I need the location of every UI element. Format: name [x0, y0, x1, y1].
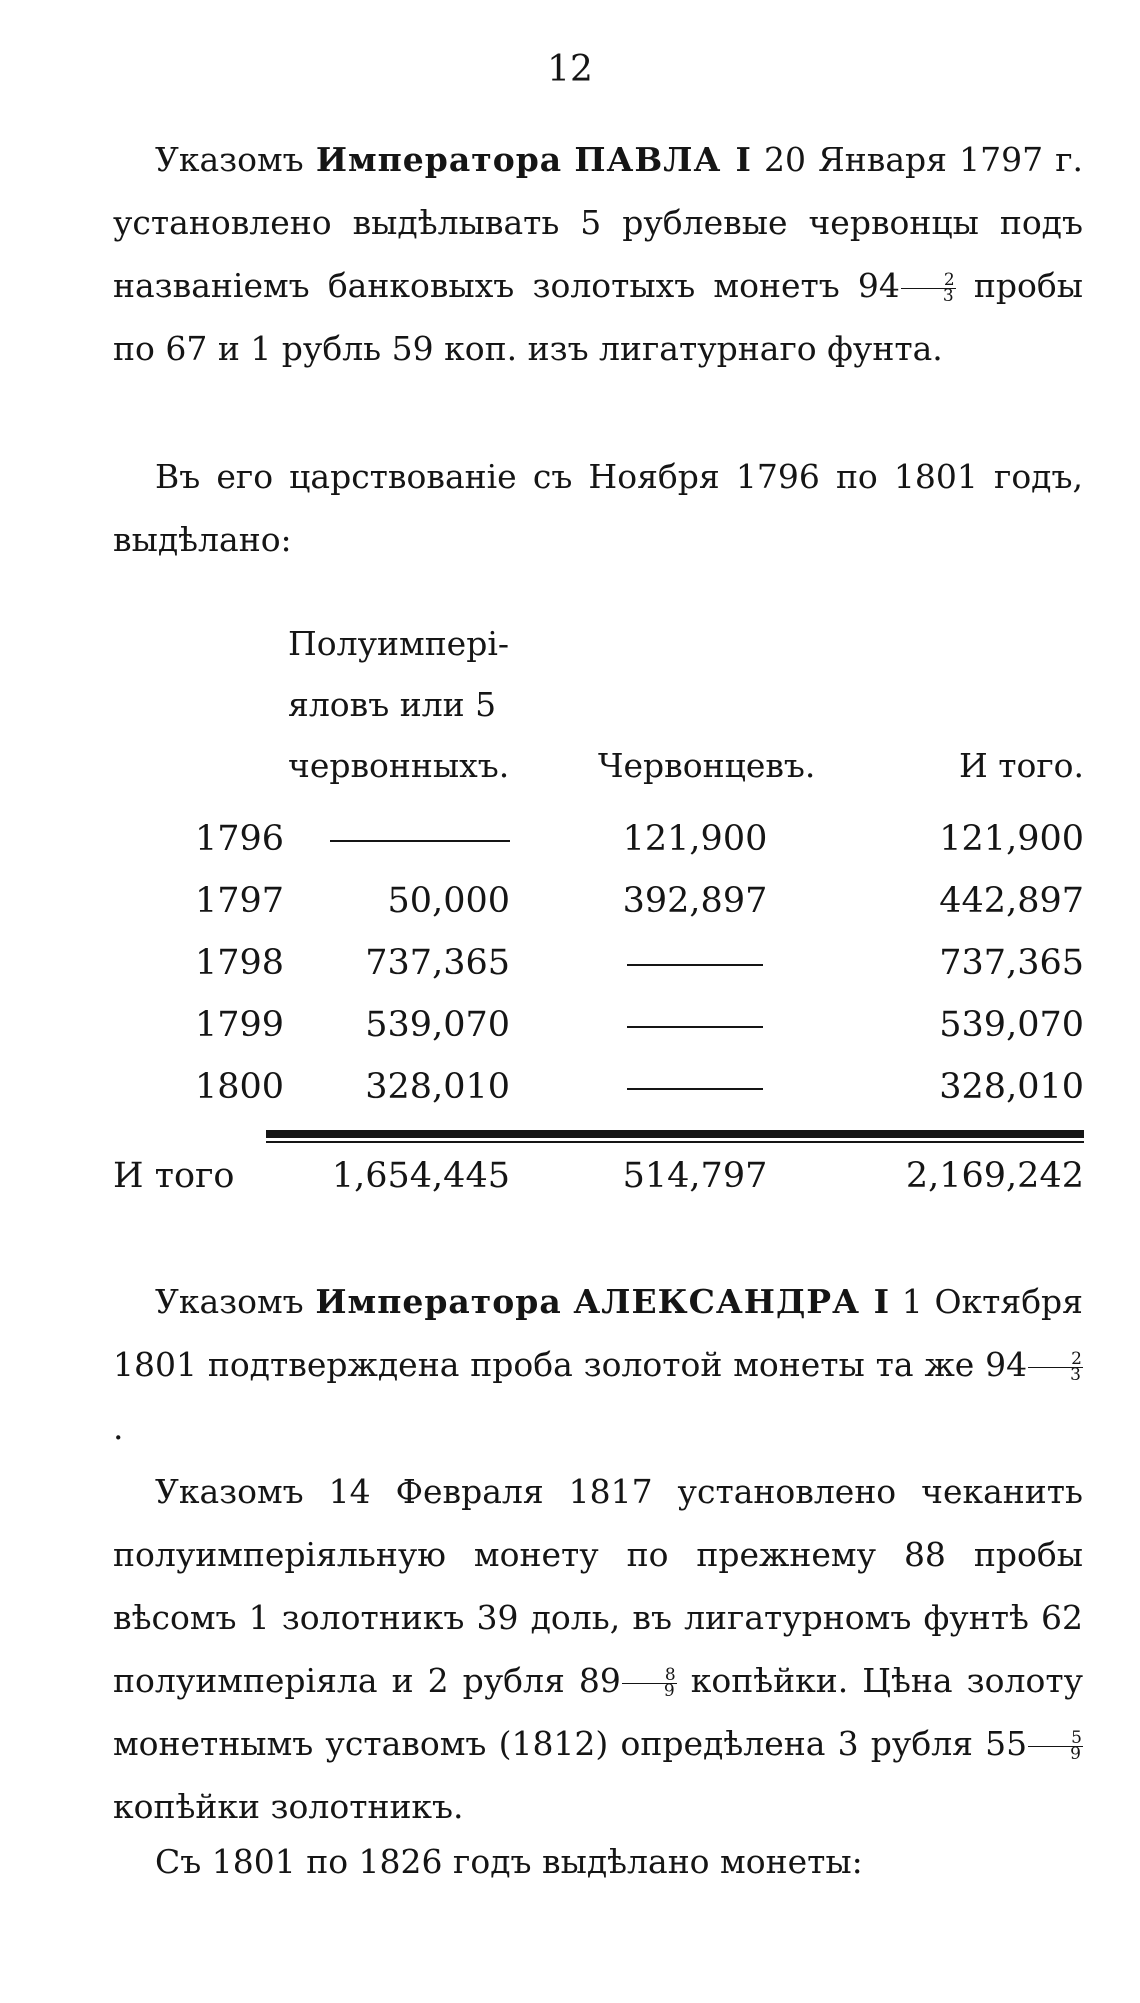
row-col1: 737,365 [365, 943, 510, 983]
header-col1-line: яловъ или 5 [288, 685, 497, 724]
row-year: 1797 [195, 881, 285, 921]
decree-title: Императора [315, 140, 563, 179]
total-col1: 1,654,445 [331, 1156, 510, 1196]
row-year: 1796 [195, 819, 285, 859]
row-col1: 539,070 [365, 1005, 510, 1045]
decree-text: 1 Октября 1801 подтверждена проба золотой монеты та же 94 [113, 1282, 1084, 1384]
header-col1-line: червонныхъ. [288, 746, 510, 785]
row-year: 1800 [195, 1067, 285, 1107]
decree-title: Императора [315, 1282, 562, 1321]
row-col3: 442,897 [939, 881, 1084, 921]
decree-prefix: Указомъ [155, 140, 316, 179]
table-header-col1 [288, 613, 509, 796]
row-col3: 737,365 [939, 943, 1084, 983]
row-year: 1798 [195, 943, 285, 983]
paragraph-decree-paul [113, 128, 1083, 380]
row-col2 [600, 1056, 790, 1118]
table-row [0, 1056, 1140, 1118]
row-col1: 50,000 [387, 881, 510, 921]
row-col3: 121,900 [939, 819, 1084, 859]
dash-placeholder [330, 840, 510, 842]
row-col3: 539,070 [939, 1005, 1084, 1045]
fraction-numerator: 2 [901, 273, 956, 289]
table-header-col3: И того. [958, 746, 1084, 785]
paragraph-decree-1817 [113, 1460, 1083, 1838]
fraction [622, 1664, 677, 1701]
decree-tail: пробы по 67 и 1 рубль 59 коп. изъ лигатурнаго фунта. [113, 266, 1084, 368]
decree-text: копѣйки. Цѣна золоту монетнымъ уставомъ (1812) опредѣлена 3 рубля 55 [113, 1661, 1083, 1763]
fraction-denominator: 9 [1070, 1743, 1081, 1764]
decree-prefix: Указомъ [155, 1282, 316, 1321]
row-year: 1799 [195, 1005, 285, 1045]
row-col2: 392,897 [622, 881, 768, 921]
table-row [0, 932, 1140, 994]
dash-placeholder [627, 964, 763, 966]
fraction [1028, 1727, 1083, 1764]
header-col1-line: Полуимперi- [288, 624, 510, 663]
dash-placeholder [627, 1026, 763, 1028]
table-header-col2: Червонцевъ. [598, 746, 816, 785]
row-col2 [600, 994, 790, 1056]
paragraph-minted-1801-1826: Съ 1801 по 1826 годъ выдѣлано монеты: [155, 1842, 863, 1881]
row-col1: 328,010 [365, 1067, 510, 1107]
decree-text: 20 Января 1797 г. установлено выдѣлывать 5 рублевые червонцы подъ названіемъ банковыхъ золотыхъ монетъ 94 [113, 140, 1083, 305]
row-col2 [600, 932, 790, 994]
decree-text: Указомъ 14 Февраля 1817 установлено чеканить полуимперіяльную монету по прежнему 88 пробы вѣсомъ 1 золотникъ 39 доль, въ лигатурномъ фунтѣ 62 полуимперіяла и 2 рубля 89 [113, 1472, 1083, 1700]
table-row [0, 870, 1140, 932]
page-number: 12 [547, 49, 593, 90]
dash-placeholder [627, 1088, 763, 1090]
row-col3: 328,010 [939, 1067, 1084, 1107]
fraction-denominator: 9 [663, 1680, 675, 1701]
total-label: И того [113, 1156, 235, 1196]
total-rule-thin [266, 1141, 1084, 1143]
row-col1 [330, 808, 510, 870]
row-col2: 121,900 [622, 819, 768, 859]
table-row [0, 994, 1140, 1056]
fraction-numerator: 2 [1028, 1352, 1083, 1368]
emperor-name: АЛЕКСАНДРА I [573, 1282, 891, 1321]
fraction-denominator: 3 [1070, 1364, 1081, 1385]
fraction [901, 269, 956, 306]
decree-text: копѣйки золотникъ. [113, 1787, 464, 1826]
total-col2: 514,797 [622, 1156, 768, 1196]
paragraph-reign: Въ его царствованіе съ Ноября 1796 по 1801 годъ, выдѣлано: [113, 457, 1083, 559]
table-row [0, 808, 1140, 870]
total-rule [266, 1130, 1084, 1138]
paragraph-decree-alexander [113, 1270, 1083, 1459]
fraction-numerator: 5 [1028, 1731, 1083, 1747]
decree-tail: . [113, 1408, 124, 1447]
fraction-numerator: 8 [622, 1668, 677, 1684]
fraction-denominator: 3 [942, 285, 954, 306]
emperor-name: ПАВЛА I [574, 140, 752, 179]
fraction [1028, 1348, 1083, 1385]
total-col3: 2,169,242 [905, 1156, 1084, 1196]
table-total-row [0, 1145, 1140, 1207]
